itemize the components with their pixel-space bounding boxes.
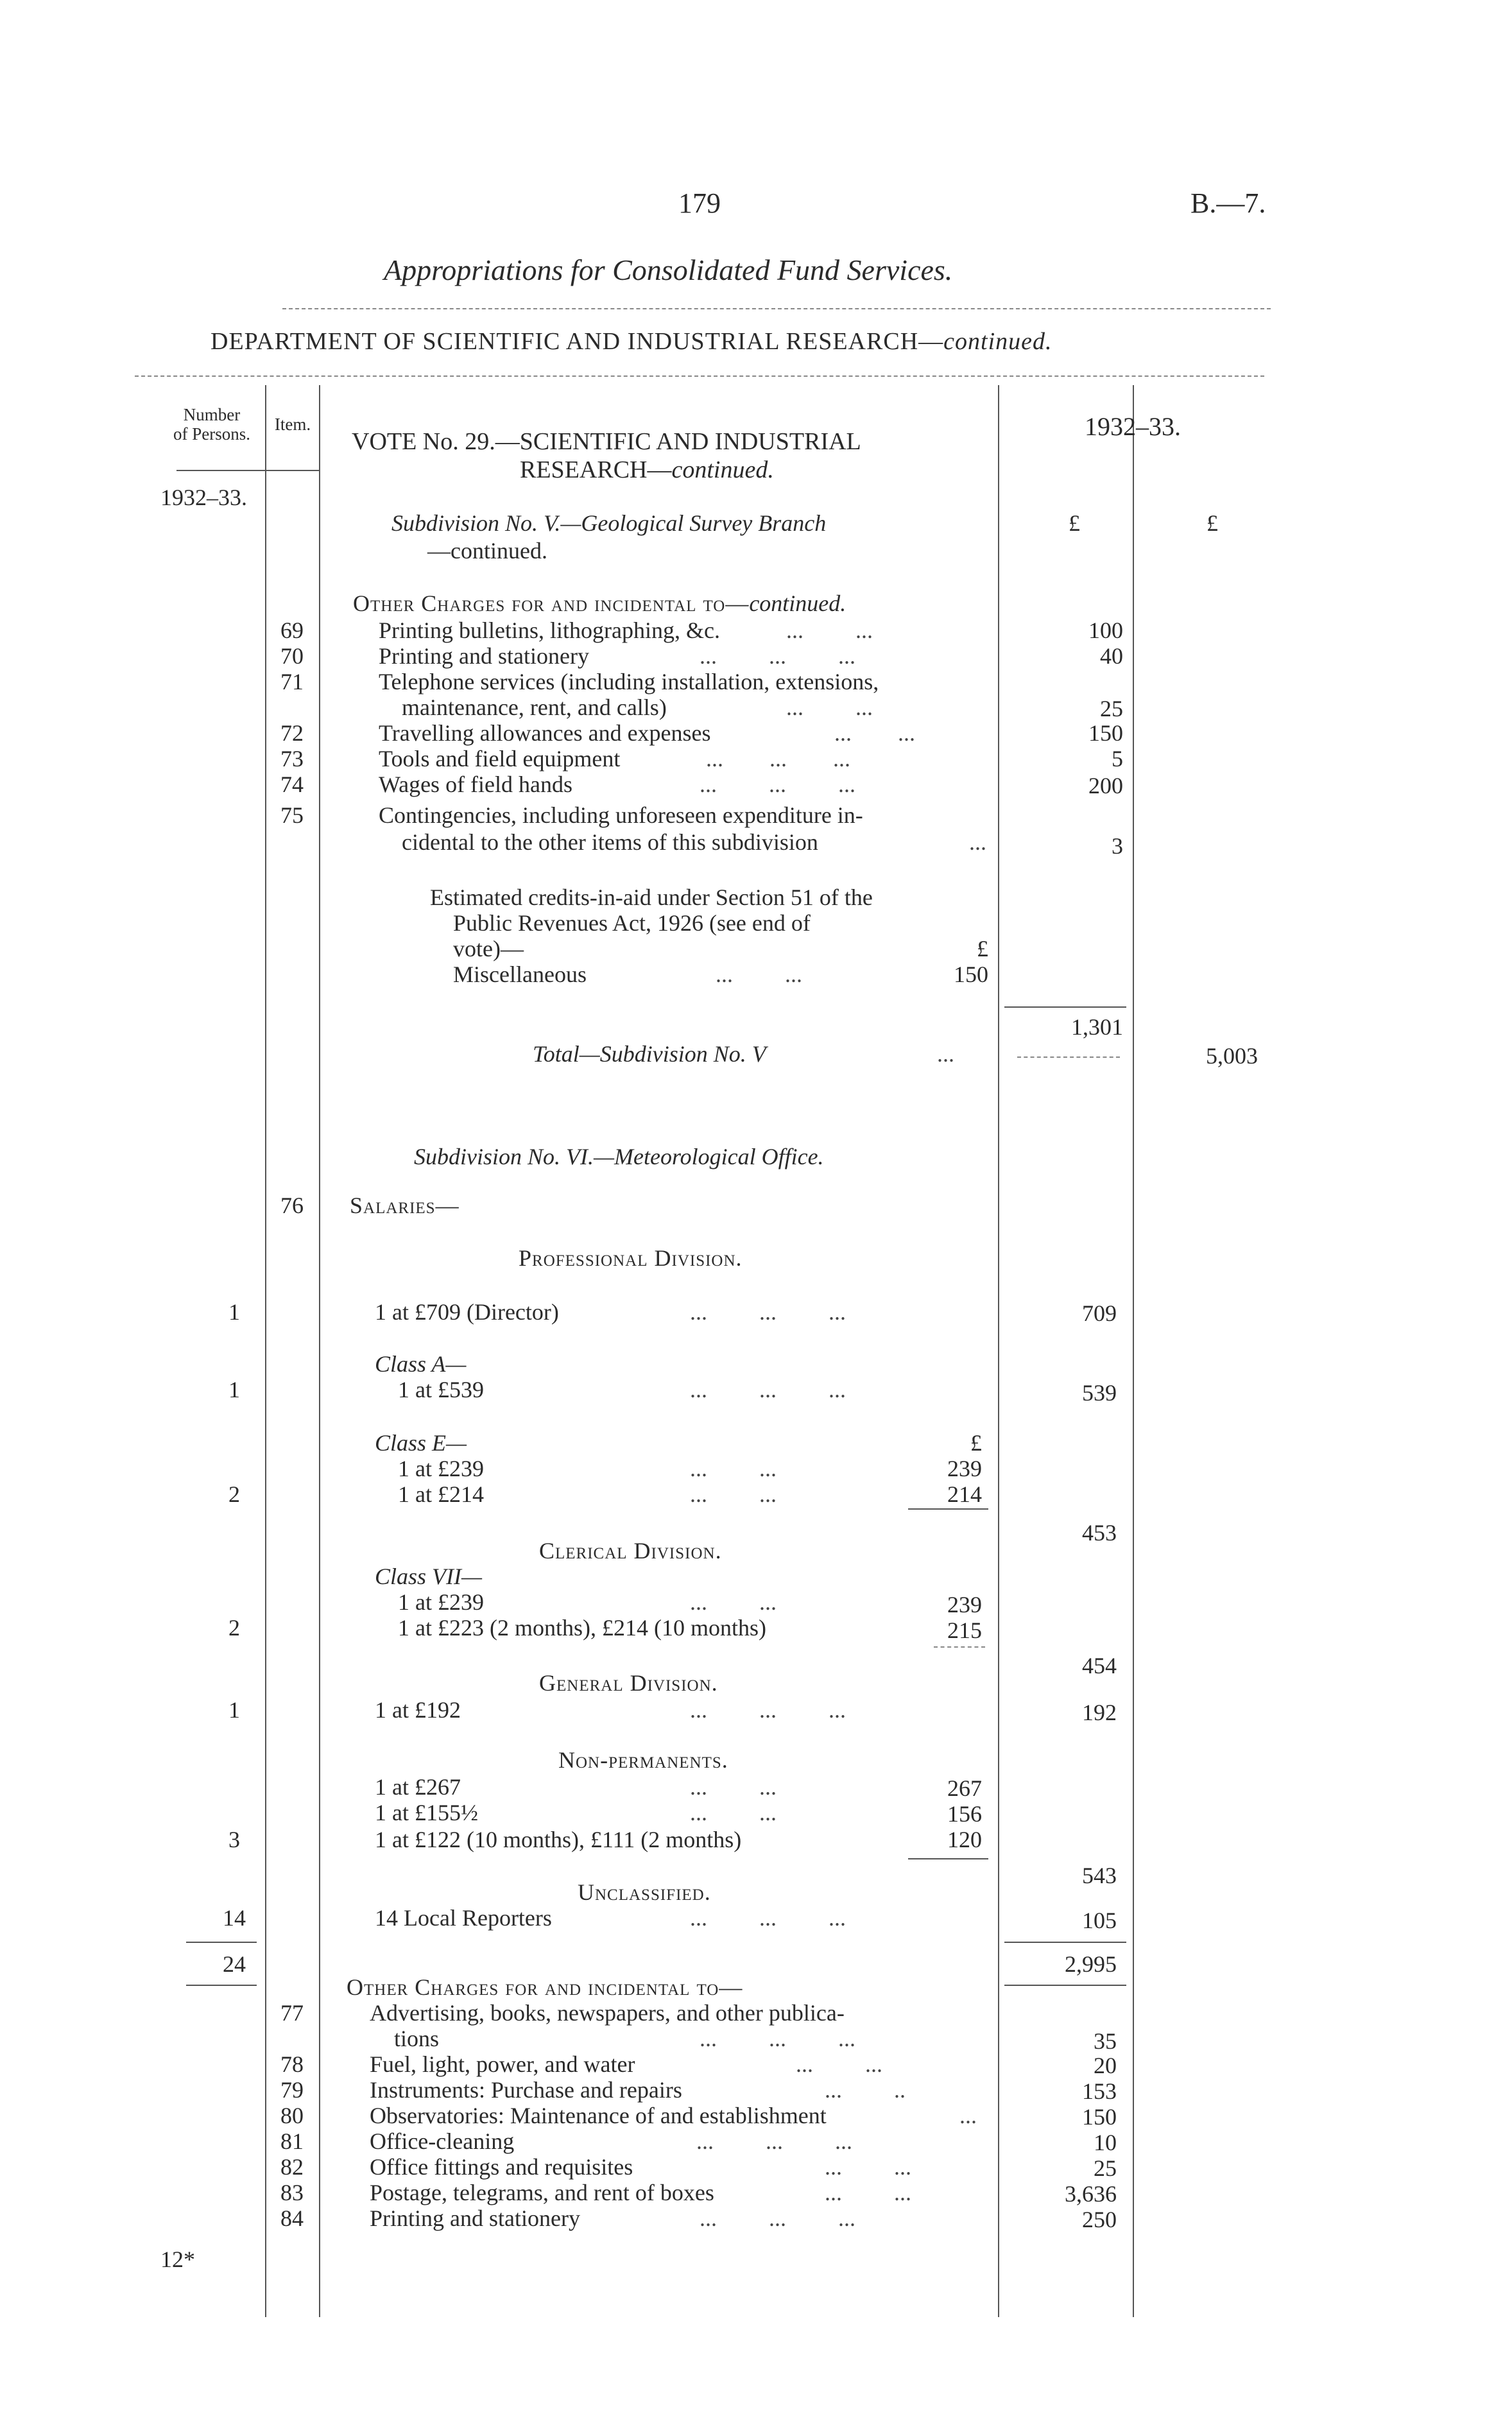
salary-amount: 192 [1082,1700,1117,1725]
credits-line-1: Estimated credits-in-aid under Section 51 of the [430,884,873,910]
sum-rule [186,1985,257,1986]
item-amount: 5 [1112,746,1123,772]
leader-dots: ... ... [825,2180,911,2205]
credits-line-3: vote)— [453,936,524,962]
credits-line-2: Public Revenues Act, 1926 (see end of [453,910,811,936]
salary-description: 1 at £155½ [375,1800,478,1825]
item-description: Printing and stationery [379,643,589,669]
item-description: Office fittings and requisites [370,2154,633,2180]
salary-description: 1 at £239 [398,1589,484,1615]
class-e-pound: £ [970,1430,982,1456]
leader-dots: ... ... ... [696,2128,852,2154]
unclassified: Unclassified. [578,1879,711,1905]
persons-count: 14 [223,1905,246,1931]
item-amount: 40 [1100,643,1123,669]
leader-dots: ... ... ... [700,2026,855,2051]
class-e-label: Class E— [375,1430,467,1456]
salary-description: 1 at £709 (Director) [375,1299,559,1325]
item-number: 70 [280,643,304,669]
salaries-persons-total: 24 [223,1951,246,1977]
item-number: 73 [280,746,304,772]
class-a-label: Class A— [375,1351,467,1377]
leader-dots: ... ... [690,1774,777,1800]
professional-division: Professional Division. [519,1245,743,1271]
item-description: Advertising, books, newspapers, and other publica- [370,2000,845,2026]
header-of-persons: of Persons. [173,424,250,444]
salaries-item: 76 [280,1193,304,1218]
item-number: 74 [280,772,304,797]
subdivision-v-title: Subdivision No. V.—Geological Survey Branch [391,510,827,536]
department-continued: continued. [943,328,1052,355]
leader-dots: ... ... ... [690,1299,846,1325]
leader-dots: ... ... ... [700,643,855,669]
leader-dots: ... [969,829,986,855]
item-number: 81 [280,2128,304,2154]
item-amount: 3,636 [1065,2181,1117,2207]
salary-description: 1 at £239 [398,1456,484,1481]
series-code: B.—7. [1190,187,1266,219]
item-amount: 150 [1082,2104,1117,2130]
item-number: 78 [280,2051,304,2077]
item-amount: 200 [1088,773,1123,798]
salary-amount: 239 [947,1592,982,1617]
item-amount: 35 [1094,2028,1117,2054]
header-year-left: 1932–33. [160,485,247,510]
item-amount: 153 [1082,2078,1117,2104]
item-amount: 20 [1094,2053,1117,2078]
sum-rule [1004,1006,1126,1008]
header-pound-1: £ [1069,510,1080,536]
salary-amount: 120 [947,1827,982,1852]
item-amount: 25 [1094,2155,1117,2181]
item-amount: 10 [1094,2130,1117,2155]
leader-dots: ... ... ... [690,1697,846,1723]
leader-dots: ... ... ... [690,1905,846,1931]
leader-dots: ... ... [690,1456,777,1481]
sum-rule [934,1646,985,1648]
item-amount: 150 [1088,720,1123,746]
leader-dots: ... ... ... [700,2205,855,2231]
clerical-division: Clerical Division. [539,1538,722,1564]
leader-dots: ... ... ... [706,746,850,772]
subdivision-v-subtotal: 1,301 [1071,1014,1123,1040]
persons-count: 2 [228,1615,240,1641]
leader-dots: ... ... ... [690,1377,846,1402]
item-number: 79 [280,2077,304,2103]
class-vii-label: Class VII— [375,1564,483,1589]
item-description: Printing and stationery [370,2205,580,2231]
leader-dots: ... ... [786,617,873,643]
department-name: DEPARTMENT OF SCIENTIFIC AND INDUSTRIAL RESEARCH— [210,328,944,355]
item-description: Tools and field equipment [379,746,621,772]
persons-count: 3 [228,1827,240,1852]
credits-miscellaneous: Miscellaneous [453,962,587,987]
other-charges-label: Other Charges for and incidental to— [353,591,750,616]
item-description: Contingencies, including unforeseen expenditure in- [379,802,863,828]
leader-dots: ... ... [690,1481,777,1507]
item-number: 80 [280,2103,304,2128]
item-number: 84 [280,2205,304,2231]
header-year-right: 1932–33. [1085,412,1181,441]
salary-description: 1 at £192 [375,1697,461,1723]
item-amount: 3 [1112,833,1123,859]
item-amount: 100 [1088,617,1123,643]
credits-pound: £ [977,936,988,962]
sum-rule [1017,1056,1120,1058]
sum-rule [1004,1985,1126,1986]
item-amount: 250 [1082,2207,1117,2232]
main-title: Appropriations for Consolidated Fund Services. [384,254,953,286]
persons-count: 1 [228,1697,240,1723]
salary-description: 1 at £539 [398,1377,484,1402]
salary-description: 14 Local Reporters [375,1905,552,1931]
persons-count: 2 [228,1481,240,1507]
salary-description: 1 at £214 [398,1481,484,1507]
rule-persons [265,385,266,2317]
credits-amount: 150 [954,962,988,987]
salary-amount: 267 [947,1775,982,1801]
leader-dots: ... ... [796,2051,882,2077]
salaries-heading: Salaries— [350,1193,460,1218]
footer-mark: 12* [160,2247,195,2272]
item-description-cont: cidental to the other items of this subdivision [402,829,818,855]
item-description: Telephone services (including installation, extensions, [379,669,879,694]
salary-amount: 214 [947,1481,982,1507]
item-number: 69 [280,617,304,643]
other-charges-heading-2: Other Charges for and incidental to— [347,1974,743,2000]
subdivision-vi-title: Subdivision No. VI.—Meteorological Office. [414,1144,824,1169]
page-number: 179 [678,187,721,219]
non-permanents: Non-permanents. [558,1747,728,1773]
subdivision-v-total: 5,003 [1206,1043,1258,1069]
salary-amount: 239 [947,1456,982,1481]
salary-description: 1 at £267 [375,1774,461,1800]
salary-description: 1 at £223 (2 months), £214 (10 months) [398,1615,766,1641]
item-description: Wages of field hands [379,772,573,797]
leader-dots: ... ... [690,1800,777,1825]
item-number: 72 [280,720,304,746]
leader-dots: ... ... ... [700,772,855,797]
item-description: Postage, telegrams, and rent of boxes [370,2180,714,2205]
rule-sub [1133,385,1134,2317]
class-e-total: 453 [1082,1520,1117,1546]
general-division: General Division. [539,1670,718,1696]
leader-dots: ... .. [825,2077,906,2103]
item-description: Instruments: Purchase and repairs [370,2077,682,2103]
other-charges-continued: continued. [749,591,846,616]
sum-rule [908,1508,988,1510]
leader-dots: ... ... [716,962,802,987]
leader-dots: ... ... [825,2154,911,2180]
header-rule [282,308,1271,309]
item-number: 71 [280,669,304,694]
salary-amount: 709 [1082,1300,1117,1326]
persons-count: 1 [228,1377,240,1402]
sum-rule [908,1858,988,1859]
item-description-cont: maintenance, rent, and calls) [402,694,667,720]
rule-item [319,385,320,2317]
persons-count: 1 [228,1299,240,1325]
leader-dots: ... ... [786,694,873,720]
item-amount: 25 [1100,696,1123,721]
item-description: Travelling allowances and expenses [379,720,711,746]
clerical-total: 454 [1082,1653,1117,1678]
sum-rule [186,1942,257,1943]
leader-dots: ... ... [834,720,915,746]
header-item: Item. [274,415,311,434]
leader-dots: ... [937,1041,954,1067]
salaries-total: 2,995 [1065,1951,1117,1977]
other-charges-heading-1 [353,591,846,616]
header-number: Number [183,405,241,424]
vote-title-2 [520,457,774,483]
vote-continued: continued. [671,456,774,483]
item-description: Observatories: Maintenance of and establishment [370,2103,827,2128]
rule-desc [998,385,999,2317]
header-pound-2: £ [1207,510,1218,536]
item-number: 77 [280,2000,304,2026]
sum-rule [1004,1942,1126,1943]
item-number: 75 [280,802,304,828]
non-permanents-total: 543 [1082,1863,1117,1888]
salary-amount: 539 [1082,1380,1117,1406]
vote-title: VOTE No. 29.—SCIENTIFIC AND INDUSTRIAL [352,428,861,455]
header-rule-left [176,470,319,471]
salary-amount: 156 [947,1801,982,1827]
subdivision-v-total-label: Total—Subdivision No. V [533,1041,766,1067]
vote-research: RESEARCH— [520,456,672,483]
item-description: Fuel, light, power, and water [370,2051,635,2077]
item-description-cont: tions [394,2026,440,2051]
item-description: Office-cleaning [370,2128,515,2154]
salary-amount: 215 [947,1617,982,1643]
leader-dots: ... [959,2103,977,2128]
salary-amount: 105 [1082,1908,1117,1933]
department-rule [135,375,1264,377]
leader-dots: ... ... [690,1589,777,1615]
item-description: Printing bulletins, lithographing, &c. [379,617,720,643]
department-title [210,329,1052,354]
item-number: 83 [280,2180,304,2205]
salary-description: 1 at £122 (10 months), £111 (2 months) [375,1827,742,1852]
item-number: 82 [280,2154,304,2180]
subdivision-v-continued: —continued. [427,538,547,564]
